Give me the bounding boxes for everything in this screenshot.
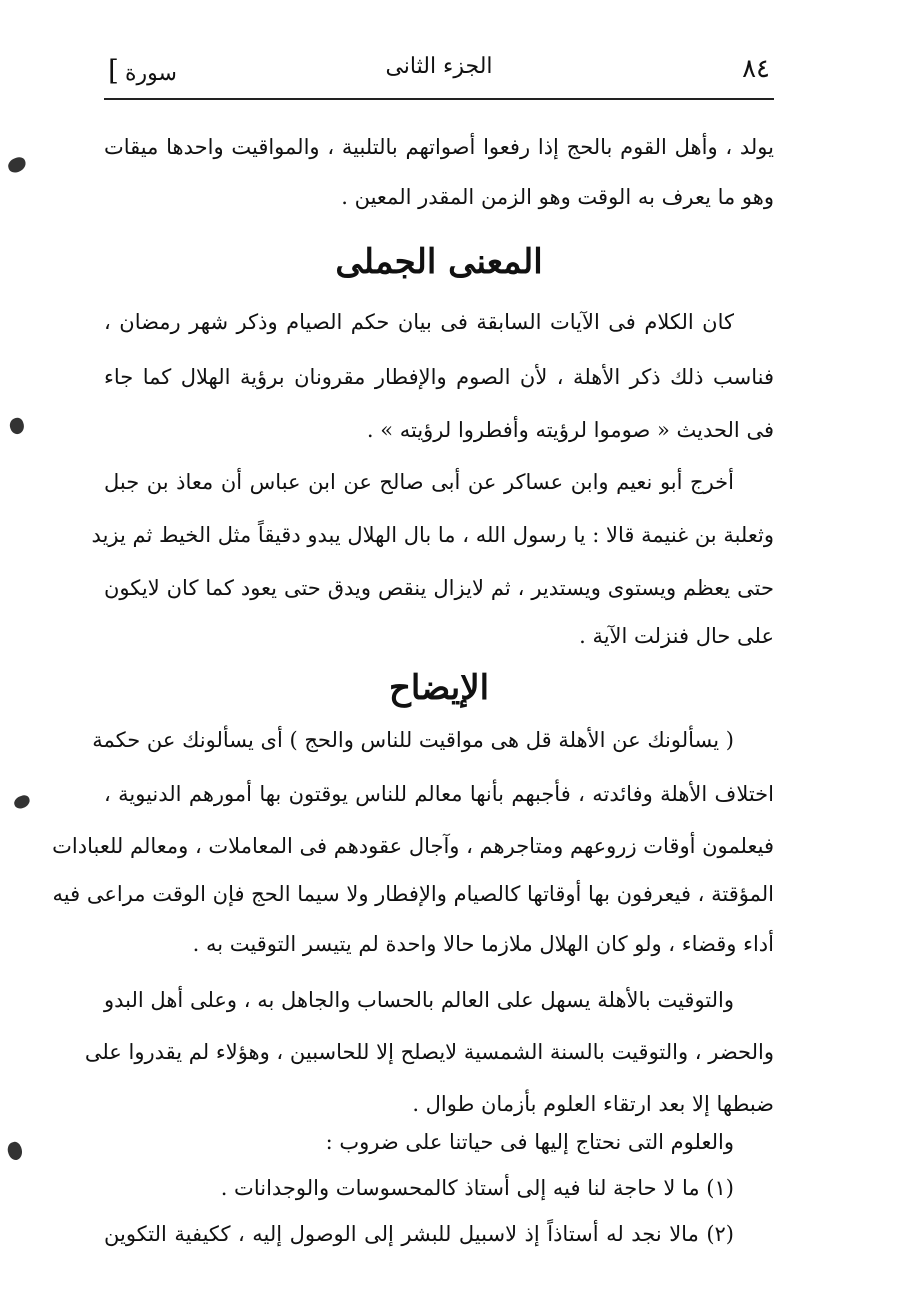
surah-bracket: ]: [108, 54, 119, 87]
text-line: ضبطها إلا بعد ارتقاء العلوم بأزمان طوال .: [412, 1092, 774, 1116]
text-line: ( يسألونك عن الأهلة قل هى مواقيت للناس والحج ) أى يسألونك عن حكمة: [92, 728, 734, 752]
list-item: (٢) مالا نجد له أستاذاً إذ لاسبيل للبشر إلى الوصول إليه ، ككيفية التكوين: [104, 1222, 734, 1246]
page-header: [104, 48, 774, 100]
text-line: فيعلمون أوقات زروعهم ومتاجرهم ، وآجال عقودهم فى المعاملات ، ومعالم للعبادات: [52, 834, 774, 858]
scan-mark: [6, 155, 28, 174]
text-line: على حال فنزلت الآية .: [579, 624, 774, 648]
text-line: يولد ، وأهل القوم بالحج إذا رفعوا أصواتهم بالتلبية ، والمواقيت واحدها ميقات: [104, 135, 774, 159]
page-number: ٨٤: [742, 54, 770, 84]
section-heading-explanation: الإيضاح: [388, 668, 490, 708]
text-line: فى الحديث « صوموا لرؤيته وأفطروا لرؤيته » .: [366, 418, 774, 442]
scan-mark: [8, 416, 27, 436]
text-line: وثعلبة بن غنيمة قالا : يا رسول الله ، ما بال الهلال يبدو دقيقاً مثل الخيط ثم يزيد: [91, 523, 774, 547]
part-title: الجزء الثانى: [385, 54, 493, 79]
text-line: كان الكلام فى الآيات السابقة فى بيان حكم الصيام وذكر شهر رمضان ،: [104, 310, 734, 334]
text-line: فناسب ذلك ذكر الأهلة ، لأن الصوم والإفطار مقرونان برؤية الهلال كما جاء: [104, 365, 774, 389]
text-line: المؤقتة ، فيعرفون بها أوقاتها كالصيام والإفطار ولا سيما الحج فإن الوقت مراعى فيه: [52, 882, 774, 906]
section-heading-meaning: المعنى الجملى: [335, 242, 543, 282]
text-line: اختلاف الأهلة وفائدته ، فأجبهم بأنها معالم للناس يوقتون بها أمورهم الدنيوية ،: [104, 782, 774, 806]
scan-mark: [5, 1140, 24, 1162]
text-line: والحضر ، والتوقيت بالسنة الشمسية لايصلح إلا للحاسبين ، وهؤلاء لم يقدروا على: [84, 1040, 774, 1064]
text-line: أداء وقضاء ، ولو كان الهلال ملازما حالا واحدة لم يتيسر التوقيت به .: [192, 932, 774, 956]
surah-label-group: [108, 54, 177, 87]
list-item: (١) ما لا حاجة لنا فيه إلى أستاذ كالمحسوسات والوجدانات .: [220, 1176, 734, 1200]
text-line: والعلوم التى نحتاج إليها فى حياتنا على ضروب :: [325, 1130, 734, 1154]
text-line: حتى يعظم ويستوى ويستدير ، ثم لايزال ينقص ويدق حتى يعود كما كان لايكون: [104, 576, 774, 600]
surah-label: سورة: [124, 61, 177, 86]
scan-mark: [12, 794, 31, 811]
text-line: أخرج أبو نعيم وابن عساكر عن أبى صالح عن ابن عباس أن معاذ بن جبل: [104, 470, 734, 494]
text-line: وهو ما يعرف به الوقت وهو الزمن المقدر المعين .: [341, 185, 774, 209]
text-line: والتوقيت بالأهلة يسهل على العالم بالحساب والجاهل به ، وعلى أهل البدو: [104, 988, 734, 1012]
